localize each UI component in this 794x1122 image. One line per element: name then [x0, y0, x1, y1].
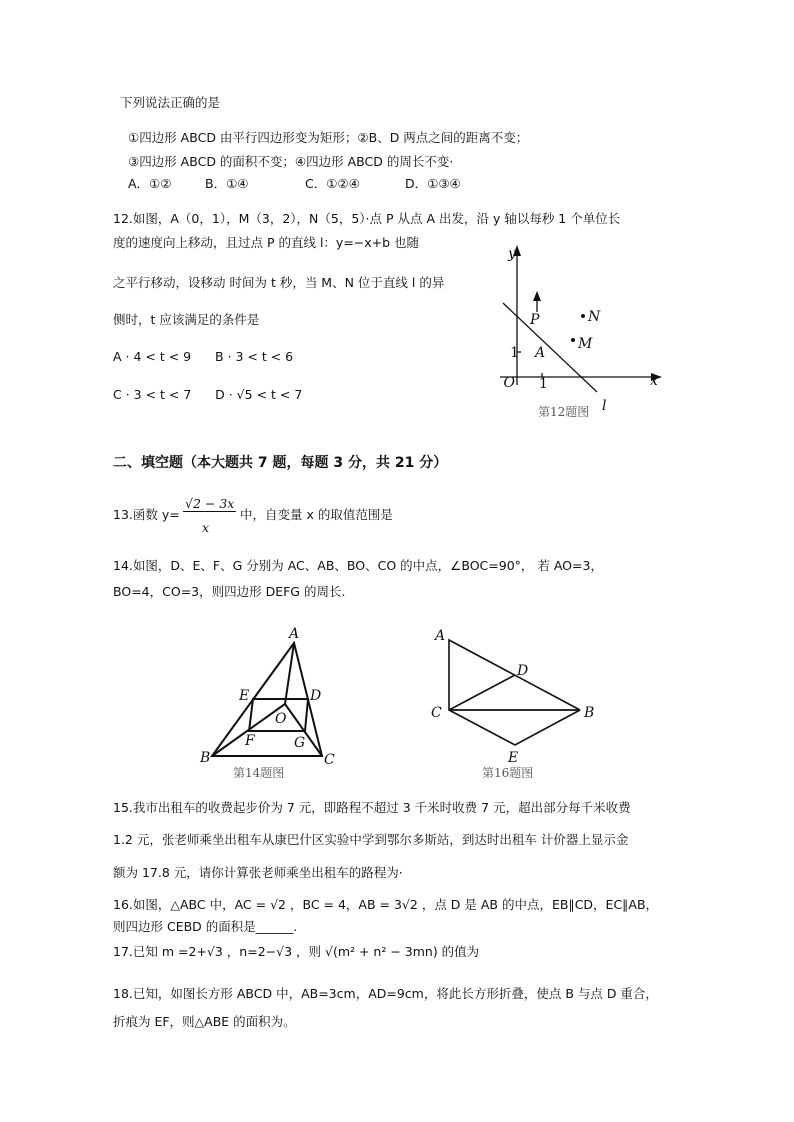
q15-line2: 1.2 元，张老师乘坐出租车从康巴什区实验中学到鄂尔多斯站，到达时出租车 计价器上显示金 [113, 832, 629, 847]
q16-label-e: E [508, 750, 519, 766]
q12-figure [490, 240, 670, 425]
q14-line1: 14.如图，D、E、F、G 分别为 AC、AB、BO、CO 的中点，∠BOC=90°， 若 AO=3， [113, 558, 603, 573]
label-1-x: 1 [539, 376, 548, 392]
q14-label-g: G [294, 735, 306, 751]
q16-caption: 第16题图 [482, 766, 534, 780]
q14-label-b: B [200, 750, 211, 766]
q12-line3: 之平行移动，设移动 时间为 t 秒，当 M、N 位于直线 l 的异 [113, 275, 445, 290]
q13-suffix: 中，自变量 x 的取值范围是 [240, 507, 393, 522]
q12-line1: 12.如图，A（0，1），M（3，2），N（5，5）·点 P 从点 A 出发，沿 y 轴以每秒 1 个单位长 [113, 211, 621, 226]
q11-option-d: D．①③④ [405, 176, 461, 191]
q11-option-a: A．①② [128, 176, 172, 191]
label-y: y [508, 246, 516, 262]
q17-line: 17.已知 m =2+√3 ，n=2−√3 ，则 √(m² + n² − 3mn) 的值为 [113, 944, 480, 959]
label-p: P [530, 312, 540, 328]
q14-line2: BO=4，CO=3，则四边形 DEFG 的周长. [113, 584, 346, 599]
q14-label-a: A [289, 626, 300, 642]
q14-label-c: C [324, 752, 335, 768]
q11-statements-2: ③四边形 ABCD 的面积不变；④四边形 ABCD 的周长不变· [128, 154, 454, 169]
label-1-y: 1 [510, 345, 519, 361]
q14-caption: 第14题图 [233, 766, 285, 780]
q12-line4: 侧时，t 应该满足的条件是 [113, 312, 260, 327]
q13-prefix: 13.函数 y= [113, 507, 180, 522]
q16-label-d: D [517, 663, 529, 679]
q18-line2: 折痕为 EF，则△ABE 的面积为。 [113, 1014, 296, 1029]
q14-label-f: F [245, 733, 255, 749]
q16-label-a: A [435, 628, 446, 644]
q11-option-c: C．①②④ [305, 176, 360, 191]
q11-option-b: B．①④ [205, 176, 249, 191]
q15-line3: 额为 17.8 元，请你计算张老师乘坐出租车的路程为· [113, 865, 403, 880]
label-n: N [588, 309, 601, 325]
q12-options-1: A · 4 < t < 9 B · 3 < t < 6 [113, 349, 294, 364]
q13-denominator: x [202, 520, 210, 535]
q11-stem: 下列说法正确的是 [120, 95, 221, 110]
point-m [571, 338, 575, 342]
up-arrow-icon [533, 291, 541, 301]
q15-line1: 15.我市出租车的收费起步价为 7 元，即路程不超过 3 千米时收费 7 元，超出部分每千米收费 [113, 800, 631, 815]
label-l: l [602, 398, 607, 414]
section-2-title: 二、填空题（本大题共 7 题，每题 3 分，共 21 分） [113, 455, 448, 471]
label-a: A [535, 345, 546, 361]
q14-label-e: E [239, 688, 250, 704]
q16-label-b: B [584, 705, 595, 721]
q14-label-o: O [275, 711, 287, 727]
q18-line1: 18.已知，如图长方形 ABCD 中，AB=3cm，AD=9cm，将此长方形折叠，使点 B 与点 D 重合， [113, 986, 658, 1001]
label-m: M [578, 336, 593, 352]
q16-line1: 16.如图，△ABC 中，AC = √2 ，BC = 4，AB = 3√2 ，点 D 是 AB 的中点，EB∥CD，EC∥AB， [113, 897, 659, 912]
q12-line2: 度的速度向上移动，且过点 P 的直线 l：y=−x+b 也随 [113, 235, 420, 250]
q11-statements-1: ①四边形 ABCD 由平行四边形变为矩形；②B、D 两点之间的距离不变； [128, 130, 529, 145]
q12-caption: 第12题图 [538, 405, 590, 419]
q16-label-c: C [431, 705, 442, 721]
label-x: x [650, 373, 658, 389]
label-o: O [503, 375, 515, 391]
q14-label-d: D [310, 688, 322, 704]
q16-line2: 则四边形 CEBD 的面积是______. [113, 919, 298, 934]
point-n [581, 314, 585, 318]
q16-figure [449, 640, 580, 745]
q12-options-2: C · 3 < t < 7 D · √5 < t < 7 [113, 387, 303, 402]
figures-14-16 [195, 620, 615, 785]
q14-figure [212, 643, 322, 756]
q13-numerator: √2 − 3x [185, 496, 235, 511]
